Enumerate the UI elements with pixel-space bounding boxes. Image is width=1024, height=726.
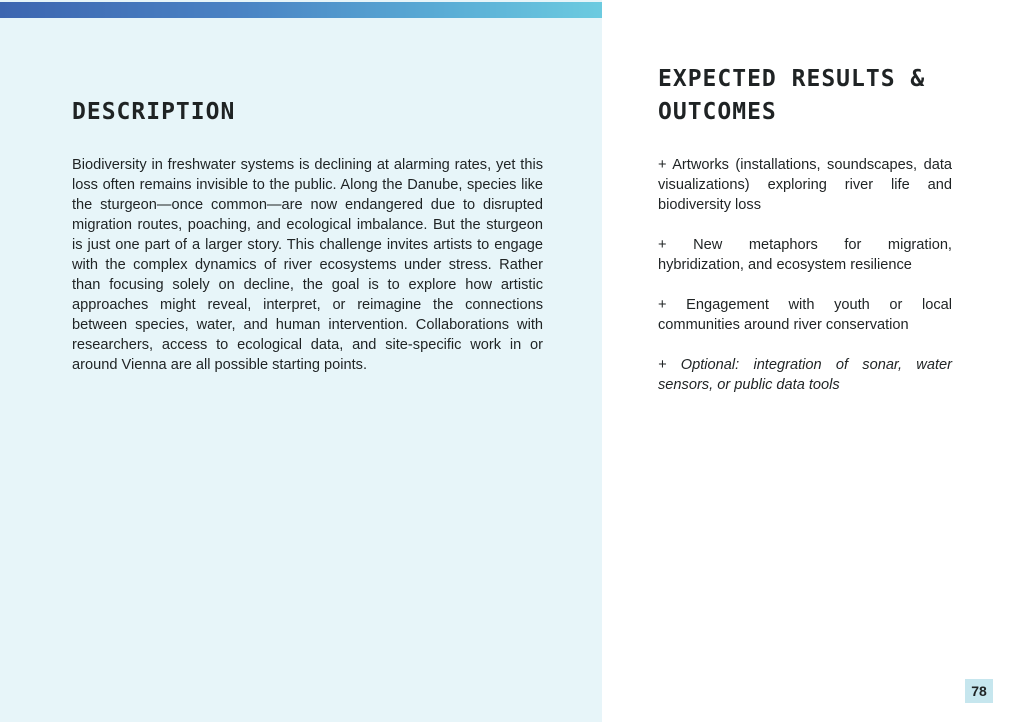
result-item-engagement: + Engagement with youth or local communities around river conservation xyxy=(658,297,952,333)
result-item-artworks: + Artworks (installations, soundscapes, data visualizations) exploring river life and biodiversity loss xyxy=(658,157,952,213)
description-heading: DESCRIPTION xyxy=(72,99,236,125)
result-item-optional: + Optional: integration of sonar, water sensors, or public data tools xyxy=(658,357,952,393)
page-number: 78 xyxy=(965,679,993,703)
header-color-bar xyxy=(0,2,602,18)
description-body: Biodiversity in freshwater systems is declining at alarming rates, yet this loss often remains invisible to the public. Along the Danube, species like the sturgeon—once common—are now endangered due to disrupted migration routes, poaching, and ecological imbalance. But the sturgeon is just one part of a larger story. This challenge invites artists to engage with the complex dynamics of river ecosystems under stress. Rather than focusing solely on decline, the goal is to explore how artistic approaches might reveal, interpret, or reimagine the connections between species, water, and human intervention. Collaborations with researchers, access to ecological data, and site-specific work in or around Vienna are all possible starting points. xyxy=(72,157,543,373)
results-list xyxy=(658,155,952,415)
results-heading: EXPECTED RESULTS & OUTCOMES xyxy=(658,66,926,125)
result-item-metaphors: + New metaphors for migration, hybridization, and ecosystem resilience xyxy=(658,237,952,273)
